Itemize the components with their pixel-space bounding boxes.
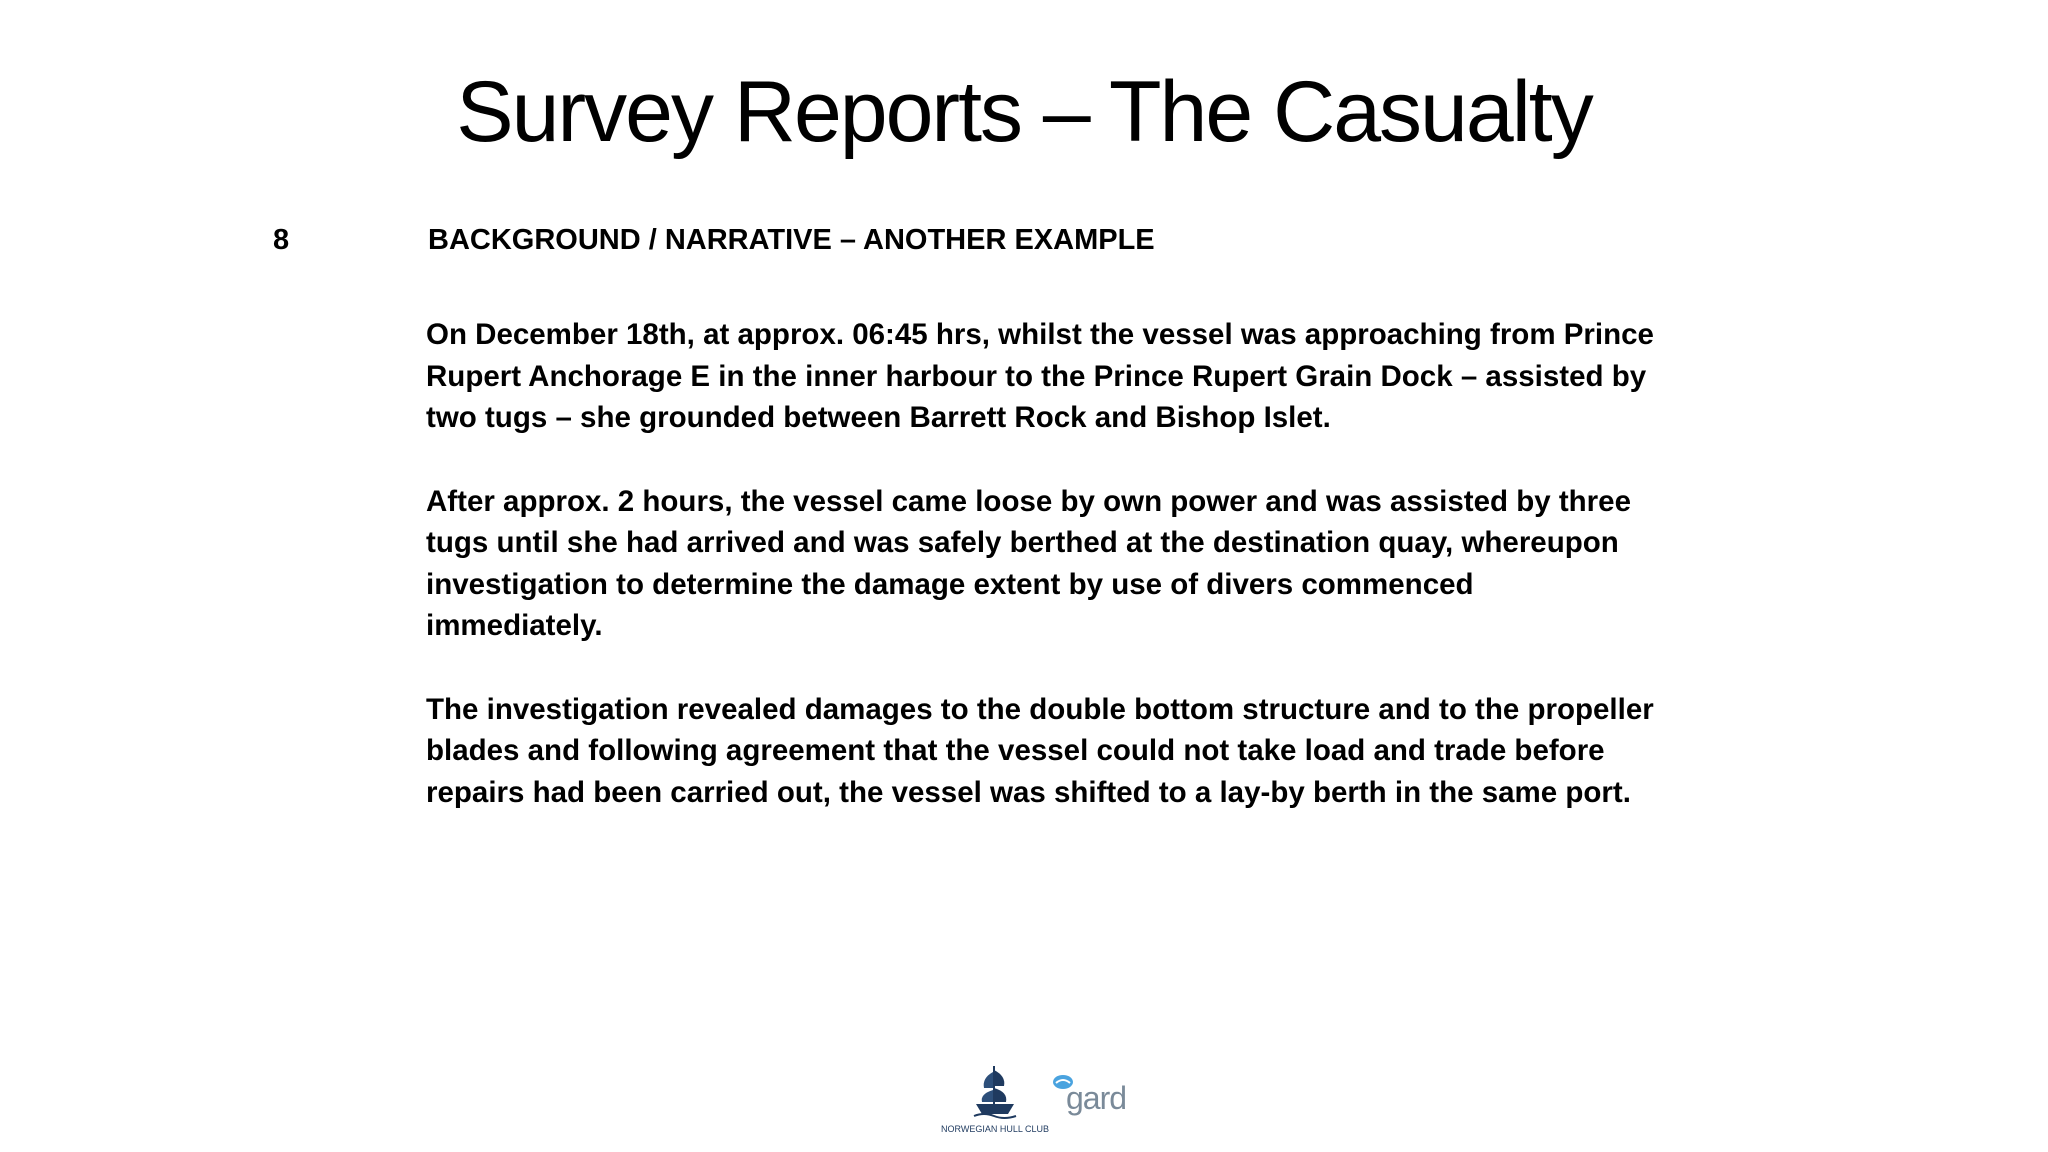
nhc-logo-text: NORWEGIAN HULL CLUB — [940, 1124, 1050, 1134]
gard-logo — [1052, 1074, 1127, 1124]
norwegian-hull-club-logo — [940, 1064, 1050, 1136]
ship-icon — [970, 1064, 1020, 1120]
footer-logos — [940, 1064, 1127, 1136]
narrative-body — [426, 314, 1656, 855]
gard-logo-text: gard — [1066, 1080, 1127, 1116]
section-heading: BACKGROUND / NARRATIVE – ANOTHER EXAMPLE — [428, 224, 1155, 256]
section-number: 8 — [273, 224, 290, 256]
narrative-paragraph: The investigation revealed damages to the double bottom structure and to the propeller blades and following agreement that the vessel could not take load and trade before repairs had been carried out, the vessel was shifted to a lay-by berth in the same port. — [426, 692, 1654, 809]
narrative-paragraph: After approx. 2 hours, the vessel came loose by own power and was assisted by three tugs until she had arrived and was safely berthed at the destination quay, whereupon investigation to determine the damage extent by use of divers commenced immediately. — [426, 484, 1631, 642]
narrative-paragraph: On December 18th, at approx. 06:45 hrs, whilst the vessel was approaching from Prince Rupert Anchorage E in the inner harbour to the Prince Rupert Grain Dock – assisted by two tugs – she grounded between Barrett Rock and Bishop Islet. — [426, 318, 1654, 434]
slide-title: Survey Reports – The Casualty — [456, 64, 1592, 160]
